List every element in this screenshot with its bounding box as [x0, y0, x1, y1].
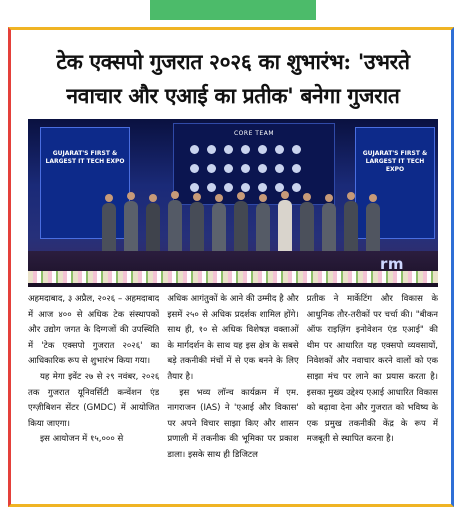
paragraph: अधिक आगंतुकों के आने की उम्मीद है और इसमें २५० से अधिक प्रदर्शक शामिल होंगे। साथ ही, १० से अधिक विशेषज्ञ वक्ताओं के मार्गदर्शन के साथ यह इस क्षेत्र के सबसे बड़े तकनीकी मंचों में से एक बनने के लिए तैयार है।: [167, 294, 299, 382]
screen-right-text: GUJARAT'S FIRST & LARGEST IT TECH EXPO: [362, 150, 428, 173]
paragraph: यह मेगा इवेंट २७ से २९ नवंबर, २०२६ तक गुजरात यूनिवर्सिटी कन्वेंशन एंड एग्ज़ीबिशन सेंटर (GMDC) में आयोजित किया जाएगा।: [28, 371, 160, 429]
headline: [14, 45, 452, 113]
person: [212, 203, 226, 253]
person: [102, 203, 116, 253]
person: [124, 201, 138, 253]
stage: [28, 251, 438, 287]
paragraph: इस आयोजन में १५,००० से: [40, 434, 124, 445]
person: [168, 200, 182, 253]
screen-left: [40, 127, 130, 239]
person: [366, 203, 380, 253]
headline-line-1: टेक एक्सपो गुजरात २०२६ का शुभारंभ: 'उभरते: [56, 49, 410, 74]
stage-backdrop-text: rm: [379, 255, 404, 273]
paragraph: प्रतीक ने मार्केटिंग और विकास के आधुनिक तौर-तरीकों पर चर्चा की। "बीकन ऑफ राइज़िंग इनोवेशन एंड एआई" की थीम पर आधारित यह एक्सपो व्यवसायों, निवेशकों और नवाचार करने वालों को एक साझा मंच पर लाने का प्रयास करता है। इसका मुख्य उद्देश्य एआई आधारित विकास को बढ़ावा देना और गुजरात को भविष्य के एक प्रमुख तकनीकी केंद्र के रूप में मजबूती से स्थापित करना है।: [306, 294, 438, 445]
person: [256, 203, 270, 253]
person: [300, 202, 314, 253]
article-column-2: [167, 292, 298, 496]
flower-decoration: [28, 271, 438, 283]
event-photo: [28, 119, 438, 287]
paragraph: इस भव्य लॉन्च कार्यक्रम में एम. नागराजन (IAS) ने 'एआई और विकास' पर अपने विचार साझा किए और शासन प्रणाली में तकनीक की भूमिका पर प्रकाश डाला। इसके साथ ही डिजिटल: [167, 387, 299, 460]
person: [278, 200, 292, 253]
headline-line-2: नवाचार और एआई का प्रतीक' बनेगा गुजरात: [66, 83, 400, 108]
core-team-label: CORE TEAM: [233, 130, 275, 137]
screen-left-text: GUJARAT'S FIRST & LARGEST IT TECH EXPO: [45, 150, 125, 165]
person: [344, 201, 358, 253]
person: [146, 203, 160, 253]
person: [234, 201, 248, 253]
team-portrait-grid: [186, 142, 322, 199]
person: [322, 203, 336, 253]
paragraph: अहमदाबाद, ३ अप्रैल, २०२६ – अहमदाबाद में आज ४०० से अधिक टेक संस्थापकों और उद्योग जगत के दिग्गजों की उपस्थिति में 'टेक एक्सपो गुजरात २०२६' का आधिकारिक रूप से शुभारंभ किया गया।: [28, 294, 160, 367]
person: [190, 202, 204, 253]
article-column-3: [307, 292, 438, 496]
top-green-tab: [150, 0, 316, 20]
article-body: [28, 292, 438, 496]
article-column-1: [28, 292, 159, 496]
